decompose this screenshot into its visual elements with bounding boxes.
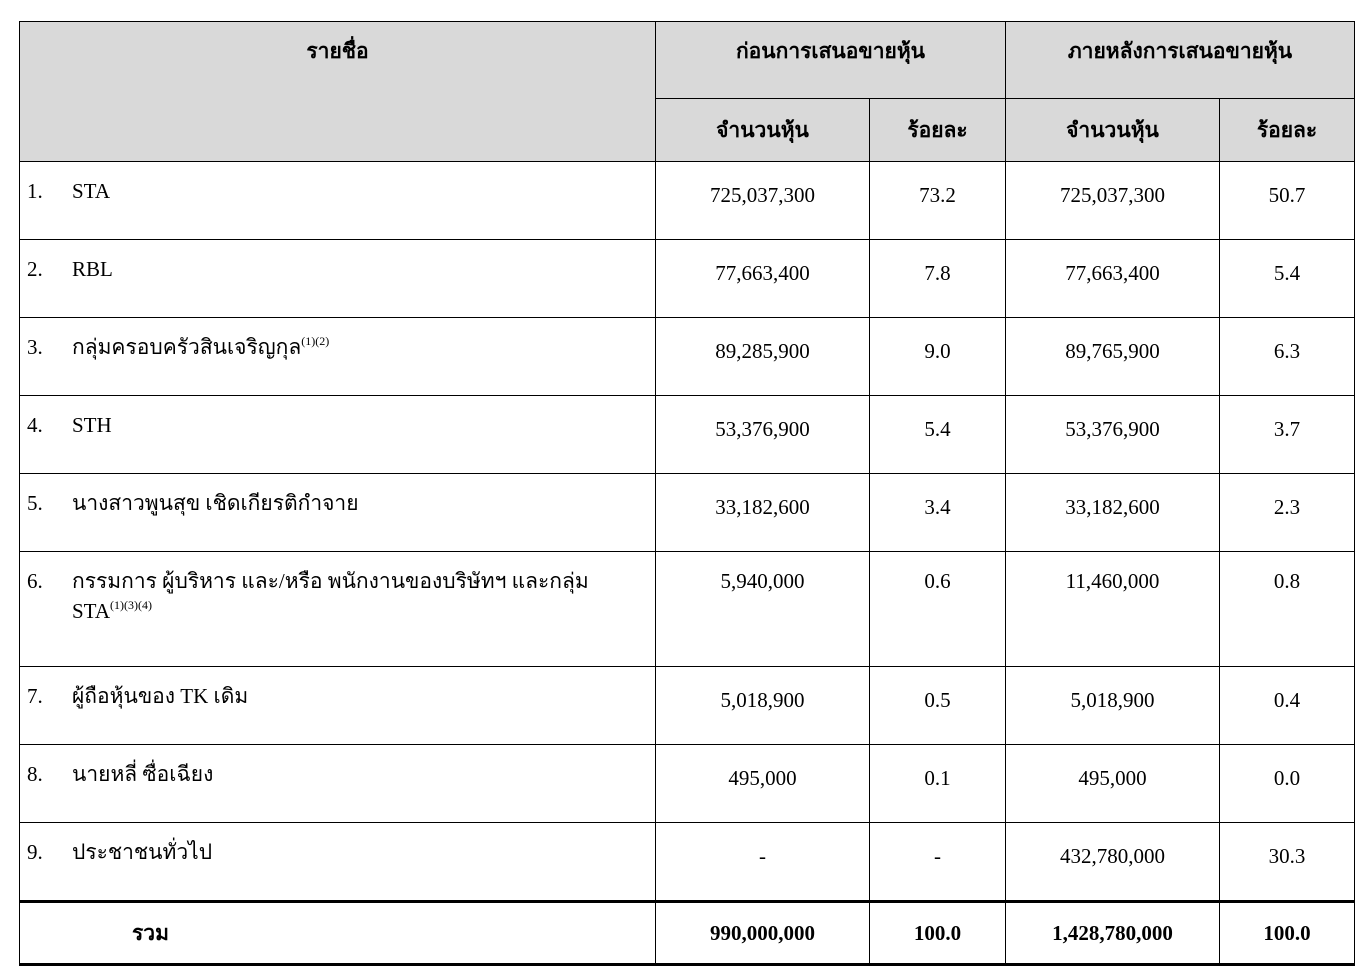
total-before-shares: 990,000,000 [656,902,870,965]
before-percent: 9.0 [870,318,1006,396]
footnote-marker: (1)(2) [301,334,330,348]
before-shares: 89,285,900 [656,318,870,396]
after-shares: 432,780,000 [1006,823,1220,902]
shareholder-name: STA [72,179,110,203]
row-number: 8. [27,762,43,786]
header-before-percent: ร้อยละ [870,99,1006,162]
total-label: รวม [20,902,656,965]
after-percent: 3.7 [1220,396,1355,474]
after-percent: 5.4 [1220,240,1355,318]
after-shares: 53,376,900 [1006,396,1220,474]
table-row [20,162,1355,240]
row-number: 5. [27,491,43,515]
after-percent: 30.3 [1220,823,1355,902]
shareholder-name: กรรมการ ผู้บริหาร และ/หรือ พนักงานของบริษัทฯ และกลุ่ม [72,569,589,593]
table-row [20,396,1355,474]
header-row-top [20,22,1355,99]
after-shares: 725,037,300 [1006,162,1220,240]
header-after-offering: ภายหลังการเสนอขายหุ้น [1006,22,1355,99]
shareholder-name: นางสาวพูนสุข เชิดเกียรติกำจาย [72,491,359,515]
row-number: 6. [27,569,43,593]
row-number: 2. [27,257,43,281]
shareholder-name: นายหลี่ ซื่อเฉียง [72,762,214,786]
total-row [20,902,1355,965]
header-before-shares: จำนวนหุ้น [656,99,870,162]
shareholder-name-continued: STA [72,599,110,623]
shareholder-name-cell [20,162,656,240]
shareholder-name-cell [20,667,656,745]
after-percent: 0.4 [1220,667,1355,745]
shareholder-name-cell [20,240,656,318]
table-row [20,552,1355,667]
after-shares: 33,182,600 [1006,474,1220,552]
before-shares: 53,376,900 [656,396,870,474]
total-after-percent: 100.0 [1220,902,1355,965]
table-row [20,318,1355,396]
before-shares: 5,018,900 [656,667,870,745]
after-shares: 77,663,400 [1006,240,1220,318]
before-shares: 77,663,400 [656,240,870,318]
shareholder-name-cell [20,318,656,396]
shareholder-name-cell [20,474,656,552]
total-after-shares: 1,428,780,000 [1006,902,1220,965]
before-shares: 5,940,000 [656,552,870,667]
shareholder-table [19,21,1355,966]
table-row [20,667,1355,745]
after-percent: 0.8 [1220,552,1355,667]
after-percent: 50.7 [1220,162,1355,240]
shareholder-name: กลุ่มครอบครัวสินเจริญกุล [72,335,302,359]
header-before-offering: ก่อนการเสนอขายหุ้น [656,22,1006,99]
before-percent: 73.2 [870,162,1006,240]
row-number: 1. [27,179,43,203]
after-shares: 495,000 [1006,745,1220,823]
total-before-percent: 100.0 [870,902,1006,965]
row-number: 4. [27,413,43,437]
shareholder-name-cell [20,552,656,667]
row-number: 9. [27,840,43,864]
header-name: รายชื่อ [20,22,656,162]
before-percent: 7.8 [870,240,1006,318]
before-percent: 0.1 [870,745,1006,823]
footnote-marker: (1)(3)(4) [110,598,152,612]
after-shares: 5,018,900 [1006,667,1220,745]
table-row [20,745,1355,823]
after-percent: 0.0 [1220,745,1355,823]
before-shares: 495,000 [656,745,870,823]
before-percent: 3.4 [870,474,1006,552]
shareholder-name-cell [20,823,656,902]
shareholder-name: STH [72,413,112,437]
shareholder-name-cell [20,396,656,474]
before-percent: 5.4 [870,396,1006,474]
shareholder-name-cell [20,745,656,823]
table-row [20,474,1355,552]
after-percent: 2.3 [1220,474,1355,552]
before-percent: - [870,823,1006,902]
shareholder-name: ประชาชนทั่วไป [72,840,213,864]
row-number: 7. [27,684,43,708]
header-after-percent: ร้อยละ [1220,99,1355,162]
shareholder-name: RBL [72,257,113,281]
header-after-shares: จำนวนหุ้น [1006,99,1220,162]
after-shares: 11,460,000 [1006,552,1220,667]
before-shares: 33,182,600 [656,474,870,552]
before-percent: 0.6 [870,552,1006,667]
table-row [20,823,1355,902]
after-percent: 6.3 [1220,318,1355,396]
after-shares: 89,765,900 [1006,318,1220,396]
before-percent: 0.5 [870,667,1006,745]
before-shares: 725,037,300 [656,162,870,240]
before-shares: - [656,823,870,902]
table-row [20,240,1355,318]
shareholder-name: ผู้ถือหุ้นของ TK เดิม [72,684,249,708]
row-number: 3. [27,335,43,359]
